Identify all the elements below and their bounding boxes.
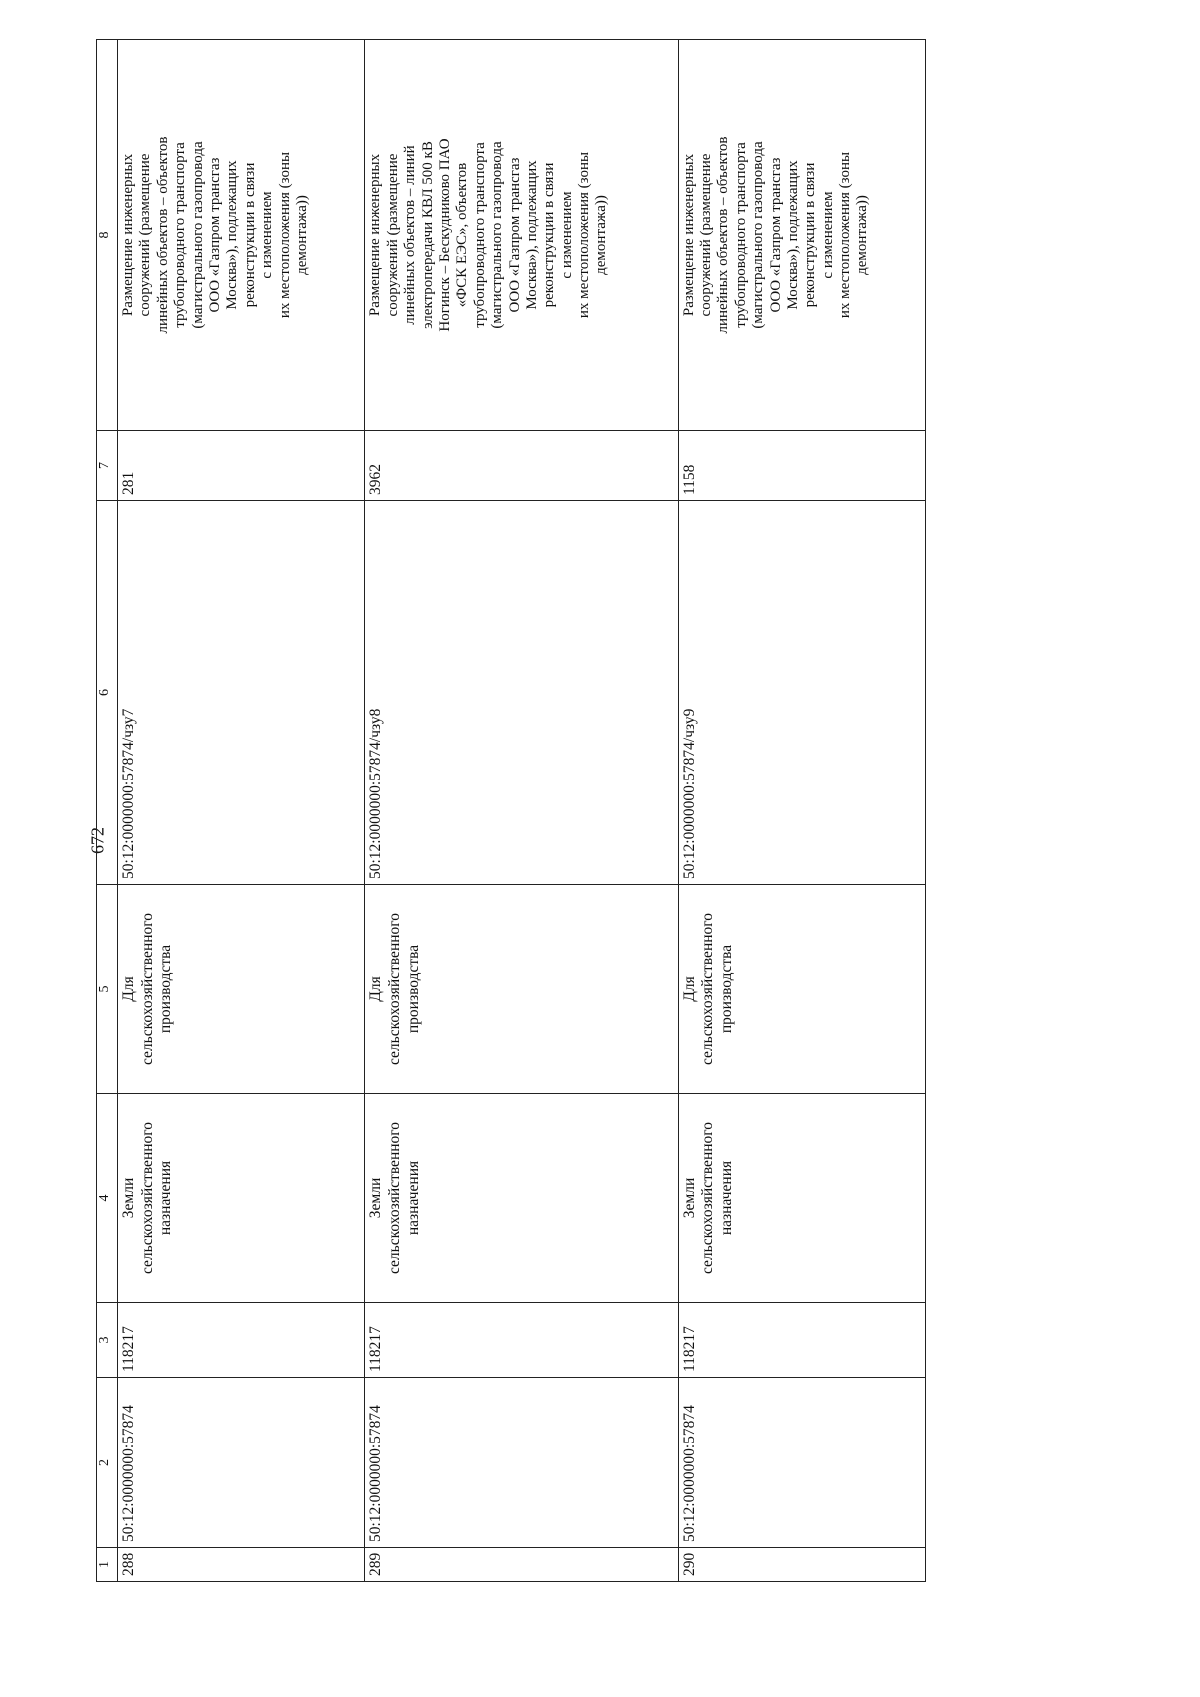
permitted-use-text: Для сельскохозяйственного производства: [680, 912, 735, 1066]
plot-area: 118217: [365, 1303, 678, 1378]
column-header: 1: [97, 1548, 118, 1582]
part-area: 3962: [365, 431, 678, 501]
column-header: 3: [97, 1303, 118, 1378]
row-number: 288: [118, 1548, 365, 1582]
column-header: 8: [97, 40, 118, 431]
column-header: 4: [97, 1094, 118, 1303]
row-number: 289: [365, 1548, 678, 1582]
column-header: 6: [97, 501, 118, 885]
part-area: 281: [118, 431, 365, 501]
purpose-text: Размещение инженерных сооружений (размещение линейных объектов – объектов трубопроводного транспорта (магистрального газопровода ООО «Газпром трансгаз Москва»), подлежащих реконструкции в связи с изменением их местоположения (зоны демонтажа)): [120, 136, 310, 334]
row-number: 290: [678, 1548, 925, 1582]
land-category-text: Земли сельскохозяйственного назначения: [120, 1121, 175, 1275]
column-header: 2: [97, 1378, 118, 1548]
column-header: 7: [97, 431, 118, 501]
land-category: [678, 1094, 925, 1303]
cadastral-number: 50:12:0000000:57874: [678, 1378, 925, 1548]
purpose-text: Размещение инженерных сооружений (размещение линейных объектов – линий электропередачи КВЛ 500 кВ Ногинск – Бескудниково ПАО «ФСК ЕЭС», объектов трубопроводного транспорта (магистрального газопровода ООО «Газпром трансгаз Москва»), подлежащих реконструкции в связи с изменением их местоположения (зоны демонтажа)): [367, 138, 610, 332]
cadastral-number: 50:12:0000000:57874: [118, 1378, 365, 1548]
land-category: [365, 1094, 678, 1303]
cadastral-number: 50:12:0000000:57874: [365, 1378, 678, 1548]
table-row: [365, 40, 678, 1582]
permitted-use-text: Для сельскохозяйственного производства: [367, 912, 422, 1066]
permitted-use: [678, 885, 925, 1094]
purpose: [118, 40, 365, 431]
purpose-text: Размещение инженерных сооружений (размещение линейных объектов – объектов трубопроводного транспорта (магистрального газопровода ООО «Газпром трансгаз Москва»), подлежащих реконструкции в связи с изменением их местоположения (зоны демонтажа)): [680, 136, 871, 334]
rotated-table-container: [96, 40, 926, 1582]
land-plots-table: [96, 39, 926, 1582]
part-area: 1158: [678, 431, 925, 501]
plot-part-number: 50:12:0000000:57874/чзу7: [118, 501, 365, 885]
column-header: 5: [97, 885, 118, 1094]
table-header-row: [97, 40, 118, 1582]
land-category-text: Земли сельскохозяйственного назначения: [367, 1121, 422, 1275]
plot-part-number: 50:12:0000000:57874/чзу8: [365, 501, 678, 885]
purpose: [678, 40, 925, 431]
page-number: 672: [87, 827, 108, 854]
plot-area: 118217: [678, 1303, 925, 1378]
plot-part-number: 50:12:0000000:57874/чзу9: [678, 501, 925, 885]
permitted-use: [365, 885, 678, 1094]
land-category: [118, 1094, 365, 1303]
purpose: [365, 40, 678, 431]
table-row: [678, 40, 925, 1582]
table-row: [118, 40, 365, 1582]
land-category-text: Земли сельскохозяйственного назначения: [680, 1121, 735, 1275]
permitted-use-text: Для сельскохозяйственного производства: [120, 912, 175, 1066]
permitted-use: [118, 885, 365, 1094]
plot-area: 118217: [118, 1303, 365, 1378]
